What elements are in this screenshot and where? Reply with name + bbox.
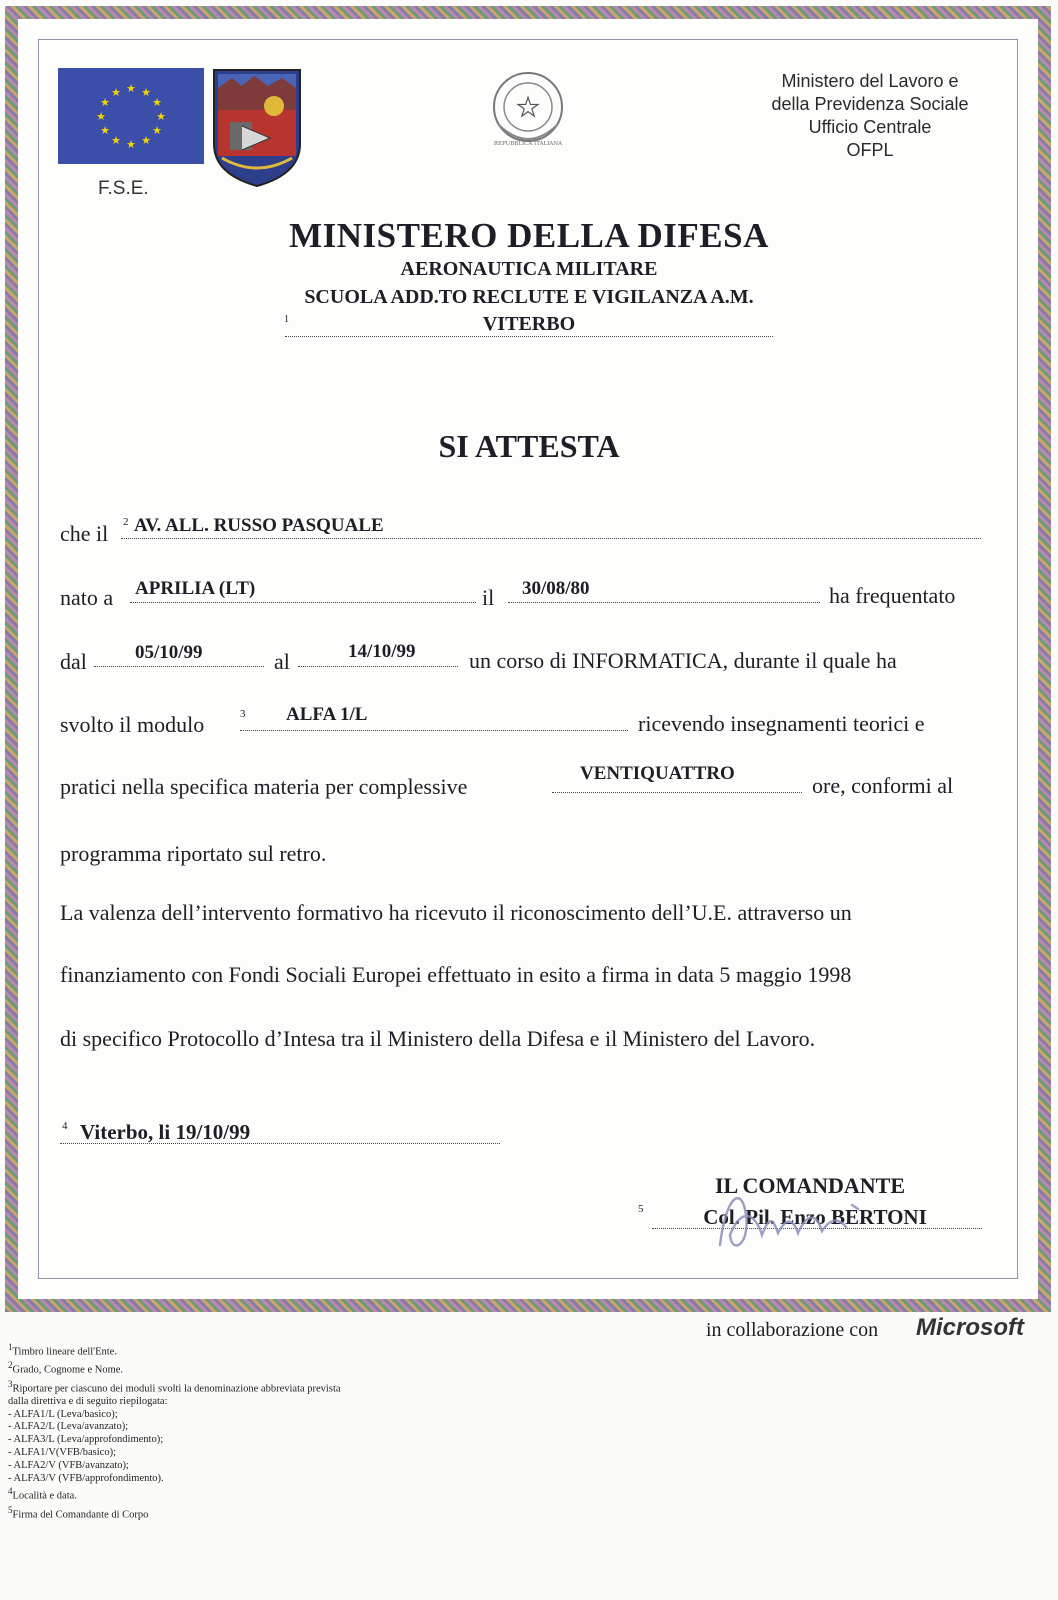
text-al: al [274,649,290,674]
text-ricevendo: ricevendo insegnamenti teorici e [638,711,925,736]
footnote-text: Riportare per ciascuno dei moduli svolti la denominazione abbreviata prevista [12,1383,341,1395]
paragraph-line-2: finanziamento con Fondi Sociali Europei effettuato in esito a firma in data 5 maggio 1998 [60,962,852,987]
footnote-item [8,1434,341,1447]
footnote-text: - ALFA1/L (Leva/basico); [8,1408,118,1420]
footnote-item [8,1409,341,1422]
svg-text:★: ★ [156,110,166,123]
svg-text:★: ★ [141,134,151,147]
footnote-ref-3: 3 [240,708,246,720]
collaboration-text: in collaborazione con [706,1319,879,1341]
dotted-line [240,730,628,731]
document-title: MINISTERO DELLA DIFESA [289,216,769,255]
footnote-ref-5: 5 [638,1203,644,1215]
footnote-text: Grado, Cognome e Nome. [12,1364,124,1376]
field-hours: VENTIQUATTRO [580,763,735,784]
field-date-from: 05/10/99 [135,642,203,663]
footnote-item [8,1378,341,1396]
svg-text:★: ★ [152,96,162,109]
footnote-item [8,1460,341,1473]
svg-text:★: ★ [126,82,136,95]
place-date: Viterbo, li 19/10/99 [80,1120,251,1144]
footnote-item [8,1447,341,1460]
footnote-item [8,1473,341,1486]
footnote-text: Timbro lineare dell'Ente. [12,1346,117,1358]
svg-text:★: ★ [100,124,110,137]
subtitle-school: SCUOLA ADD.TO RECLUTE E VIGILANZA A.M. [304,286,754,308]
footnote-number: 4 [8,1486,13,1497]
footnote-ref-2: 2 [123,516,129,528]
footnote-text: - ALFA1/V(VFB/basico); [8,1447,117,1459]
footnote-item [8,1421,341,1434]
attestation-heading: SI ATTESTA [438,428,620,464]
svg-text:★: ★ [141,86,151,99]
footnote-item [8,1359,341,1377]
eu-flag-icon [58,68,204,164]
dotted-line [298,666,458,667]
ministry-line: della Previdenza Sociale [771,94,969,114]
ministry-line: Ministero del Lavoro e [781,71,959,91]
footnote-number: 2 [8,1360,13,1371]
svg-text:★: ★ [96,110,106,123]
footnote-text: Località e data. [12,1490,77,1502]
footnote-item [8,1341,341,1359]
ministry-line: Ufficio Centrale [808,117,932,137]
microsoft-logo: Microsoft [916,1314,1024,1341]
subtitle-aeronautica: AERONAUTICA MILITARE [400,258,658,280]
text-ha-frequentato: ha frequentato [829,583,956,608]
footnote-text: - ALFA3/V (VFB/approfondimento). [8,1472,164,1484]
text-programma: programma riportato sul retro. [60,841,327,866]
svg-text:★: ★ [111,86,121,99]
dotted-line [552,792,802,793]
svg-text:★: ★ [111,134,121,147]
dotted-line [508,602,820,603]
text-course: un corso di INFORMATICA, durante il quale ha [469,648,897,673]
paragraph-line-1: La valenza dell’intervento formativo ha ricevuto il riconoscimento dell’U.E. attraverso un [60,900,852,925]
svg-text:★: ★ [152,124,162,137]
school-crest-icon [212,66,302,188]
footnote-item [8,1504,341,1522]
field-date-to: 14/10/99 [348,641,416,662]
text-che-il: che il [60,521,109,546]
svg-text:★: ★ [100,96,110,109]
footnote-text: - ALFA2/V (VFB/avanzato); [8,1459,129,1471]
footnote-number: 3 [8,1378,13,1389]
commander-title: IL COMANDANTE [714,1173,906,1198]
dotted-line [121,538,981,539]
footnotes [8,1341,341,1522]
text-svolto-il-modulo: svolto il modulo [60,712,205,737]
fse-label: F.S.E. [98,178,149,199]
text-il: il [482,585,495,610]
footnote-item [8,1396,341,1409]
paragraph-line-3: di specifico Protocollo d’Intesa tra il Ministero della Difesa e il Ministero del Lavoro. [60,1026,816,1051]
footnote-mark-1: 1 [284,314,289,325]
dotted-line [130,602,476,603]
text-ore-conformi: ore, conformi al [812,773,954,798]
field-module: ALFA 1/L [286,704,368,725]
footnote-text: Firma del Comandante di Corpo [12,1509,149,1521]
footnote-text: dalla direttiva e di seguito riepilogata: [8,1395,168,1407]
footnote-item [8,1485,341,1503]
emblem-text: REPUBBLICA ITALIANA [493,141,563,147]
ministry-labour-block [735,70,1005,162]
footnote-number: 5 [8,1504,13,1515]
dotted-line [285,336,773,337]
footnote-text: - ALFA3/L (Leva/approfondimento); [8,1434,164,1446]
text-nato-a: nato a [60,585,114,610]
footnote-ref-4: 4 [62,1120,68,1132]
field-birthplace: APRILIA (LT) [135,578,256,599]
subtitle-city: VITERBO [482,313,576,335]
footnote-number: 1 [8,1342,13,1352]
svg-text:★: ★ [516,93,540,123]
dotted-line [94,666,264,667]
footnote-text: - ALFA2/L (Leva/avanzato); [8,1421,129,1433]
text-pratici: pratici nella specifica materia per complessive [60,774,468,799]
handwritten-signature-icon [712,1175,882,1265]
commander-name: Col. Pil. Enzo BERTONI [703,1205,927,1229]
text-dal: dal [60,649,87,674]
dotted-line [60,1143,500,1144]
svg-text:★: ★ [126,138,136,151]
italian-republic-emblem-icon [487,65,569,153]
field-rank-name: AV. ALL. RUSSO PASQUALE [134,515,384,536]
ministry-line: OFPL [846,140,894,160]
field-birth-date: 30/08/80 [522,578,590,599]
